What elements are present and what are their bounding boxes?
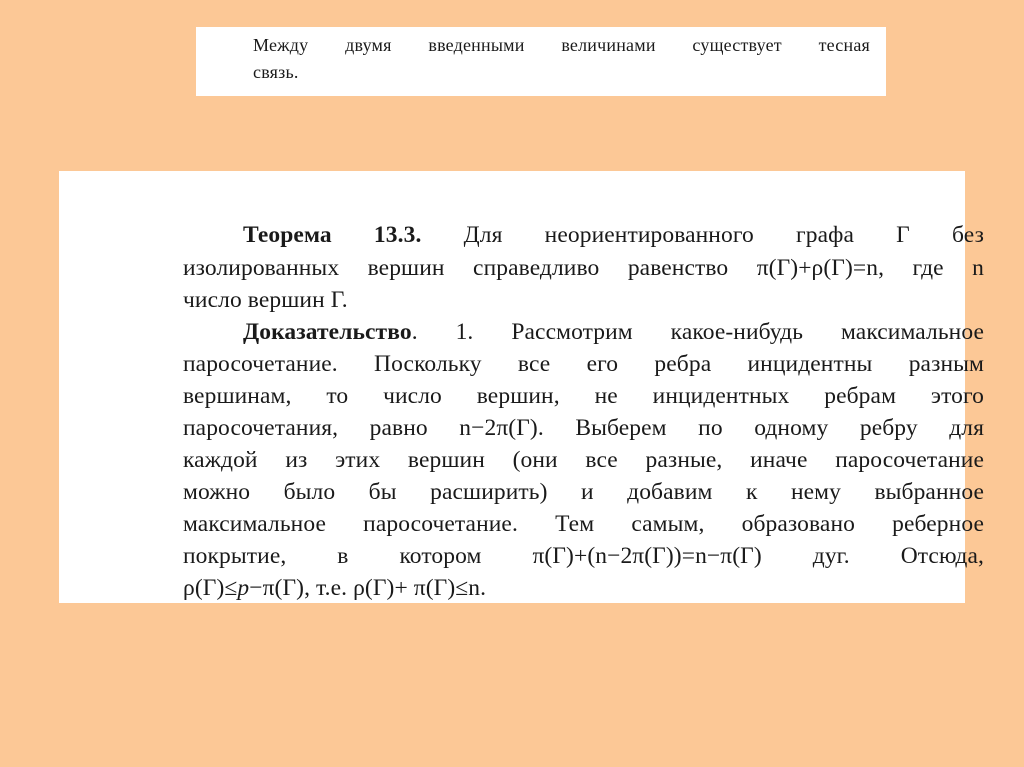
theorem-heading-line [243,220,984,250]
theorem-heading: Теорема 13.3. [243,222,422,248]
proof-last-var-p: p [237,575,250,601]
theorem-line-2: изолированных вершин справедливо равенство π(Г)+ρ(Г)=n, где n [183,255,984,281]
proof-line-2: вершинам, то число вершин, не инцидентных ребрам этого [183,383,984,409]
proof-last-part-b: −π(Г), т.е. ρ(Г)+ π(Г)≤n. [249,575,487,601]
theorem-statement-start: Для неориентированного графа Г без [463,222,984,248]
proof-line-3: паросочетания, равно n−2π(Г). Выберем по одному ребру для [183,415,984,441]
proof-line-6: максимальное паросочетание. Тем самым, образовано реберное [183,511,984,537]
proof-heading: Доказательство [243,319,412,345]
proof-line-5: можно было бы расширить) и добавим к нему выбранное [183,479,984,505]
proof-line-1: паросочетание. Поскольку все его ребра инцидентны разным [183,351,984,377]
note-line-1: Между двумя введенными величинами существует тесная [253,35,870,55]
proof-line-7: покрытие, в котором π(Г)+(n−2π(Г))=n−π(Г) дуг. Отсюда, [183,543,984,569]
note-box [196,27,886,96]
proof-line-8 [183,573,984,603]
theorem-line-3: число вершин Г. [183,287,348,313]
proof-last-part-a: ρ(Г)≤ [183,575,238,601]
proof-line-4: каждой из этих вершин (они все разные, иначе паросочетание [183,447,984,473]
theorem-box [59,171,984,603]
note-line-2: связь. [253,62,299,82]
proof-statement-start: . 1. Рассмотрим какое-нибудь максимальное [411,319,984,345]
proof-heading-line [243,317,984,347]
